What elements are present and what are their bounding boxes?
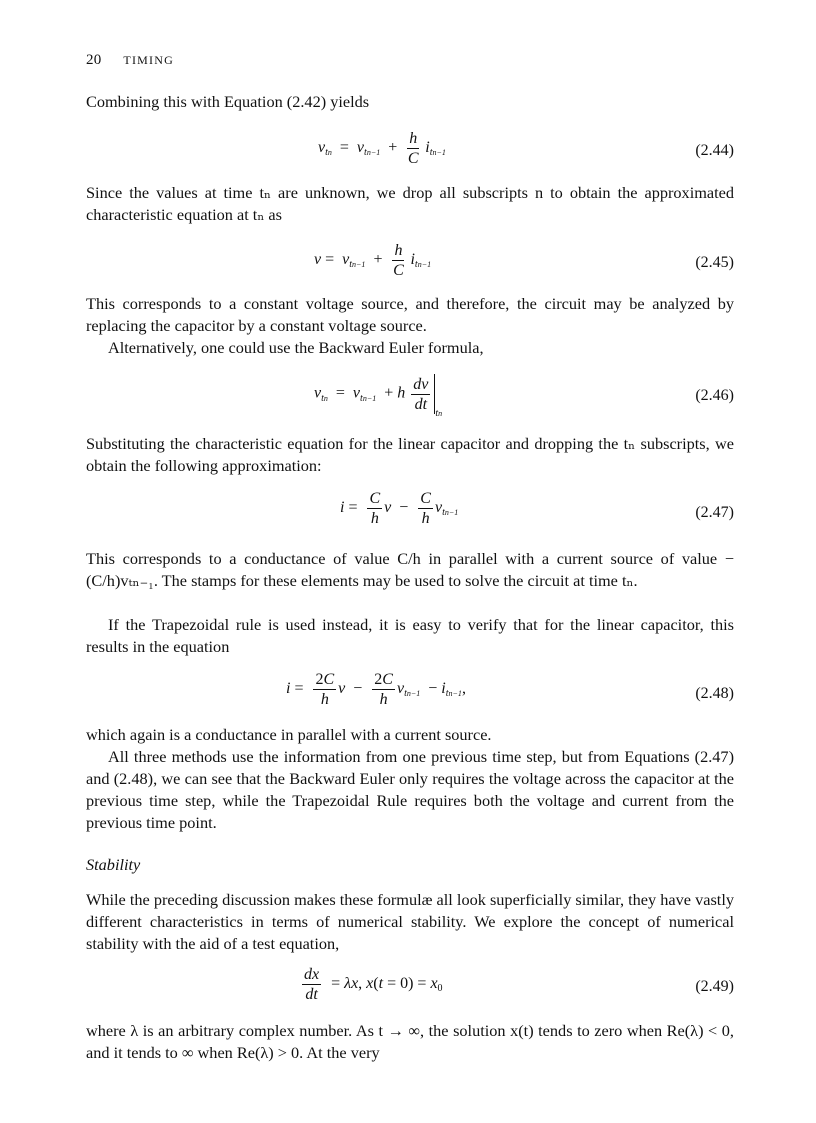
equation-2-47 (86, 489, 734, 533)
paragraph-10: While the preceding discussion makes these formulæ all look superficially similar, they have vastly different characteristics in terms of numerical stability. We explore the concept of numerical stability with the aid of a test equation, (86, 890, 734, 953)
paragraph-5: Substituting the characteristic equation for the linear capacitor and dropping the tₙ subscripts, we obtain the following approximation: (86, 434, 734, 475)
equation-2-47-body: i = $\frac{C}{h}$ v − $\frac{C}{h}$ $v_{tn-1}$ (340, 490, 459, 527)
running-header (86, 52, 174, 69)
paragraph-9: All three methods use the information from one previous time step, but from Equations (2.47) and (2.48), we can see that the Backward Euler only requires the voltage across the capacitor at the previous time step, while the Trapezoidal Rule requires both the voltage and current from the previous time point. (86, 747, 734, 832)
equation-2-44-body: $v_{tn} = v_{tn-1}$ + $\frac{h}{C}$ $i_{tn-1}$ (318, 130, 446, 167)
equation-2-45-body: $v = v_{tn-1}$ + $\frac{h}{C}$ $i_{tn-1}$ (314, 242, 432, 279)
paragraph-3: This corresponds to a constant voltage source, and therefore, the circuit may be analyzed by replacing the capacitor by a constant voltage source. (86, 294, 734, 335)
equation-number: (2.45) (695, 254, 734, 271)
paragraph-8: which again is a conductance in parallel with a current source. (86, 725, 492, 744)
equation-number: (2.47) (695, 504, 734, 521)
equation-2-48 (86, 670, 734, 714)
equation-number: (2.46) (695, 387, 734, 404)
equation-number: (2.44) (695, 142, 734, 159)
equation-2-45 (86, 241, 734, 285)
equation-2-48-body: i = $\frac{2C}{h}$ v − $\frac{2C}{h}$ $v_{tn-1} - i_{tn-1}$, (286, 671, 466, 708)
equation-number: (2.49) (695, 978, 734, 995)
paragraph-2: Since the values at time tₙ are unknown, we drop all subscripts n to obtain the approximated characteristic equation at tₙ as (86, 183, 734, 224)
paragraph-11: where λ is an arbitrary complex number. As t → ∞, the solution x(t) tends to zero when Re(λ) < 0, and it tends to ∞ when Re(λ) > 0. At the very (86, 1021, 734, 1062)
equation-2-49-body: $\frac{dx}{dt}$ = λx, $x(t = 0) = x_0$ (304, 966, 443, 1003)
equation-number: (2.48) (695, 685, 734, 702)
paragraph-7: If the Trapezoidal rule is used instead, it is easy to verify that for the linear capacitor, this results in the equation (86, 615, 734, 656)
equation-2-46-body: $v_{tn} = v_{tn-1} + h$ $\frac{dv}{dt}$ $_{tn}$ (314, 375, 443, 419)
paragraph-1: Combining this with Equation (2.42) yields (86, 92, 370, 111)
running-title: TIMING (123, 53, 174, 67)
page-number: 20 (86, 52, 102, 68)
equation-2-49 (86, 965, 734, 1009)
paragraph-4: Alternatively, one could use the Backward Euler formula, (108, 338, 484, 357)
equation-2-46 (86, 374, 734, 426)
equation-2-44 (86, 129, 734, 173)
section-heading: Stability (86, 855, 141, 874)
paragraph-6: This corresponds to a conductance of value C/h in parallel with a current source of value −(C/h)vₜₙ₋₁. The stamps for these elements may be used to solve the circuit at time tₙ. (86, 549, 734, 590)
